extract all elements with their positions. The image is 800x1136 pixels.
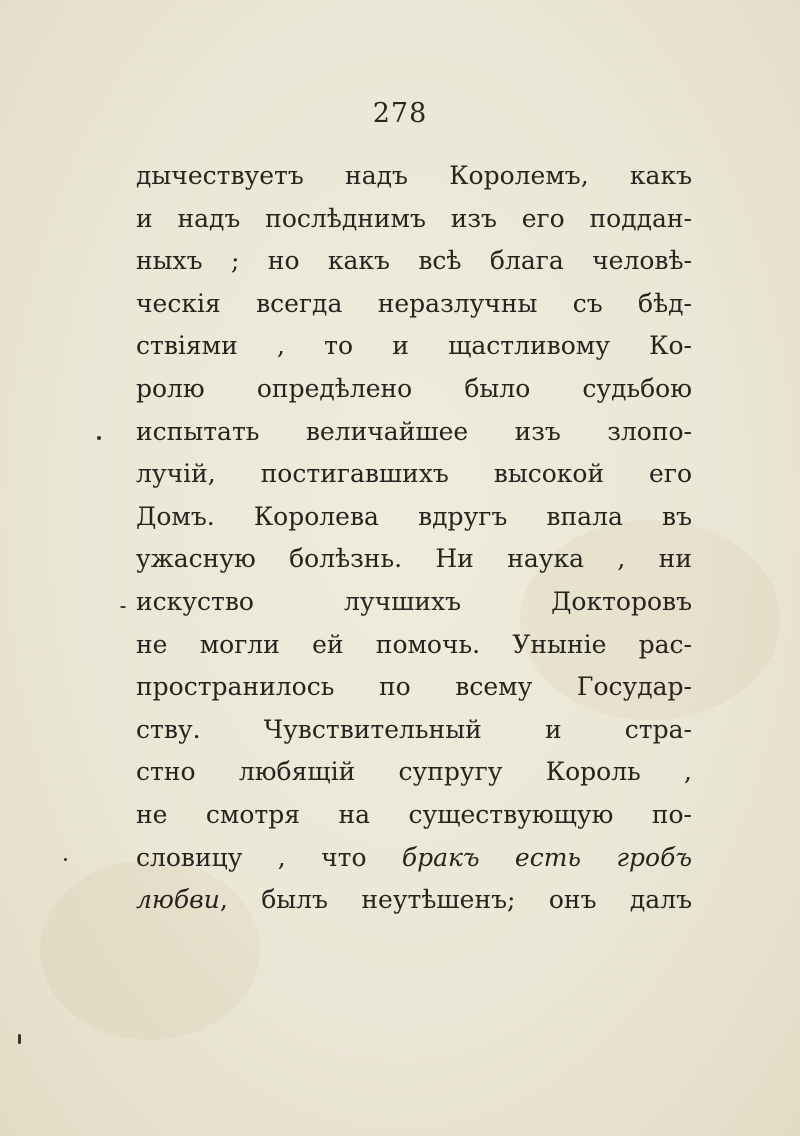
ink-speck	[18, 1034, 21, 1044]
text-line: пространилось по всему Государ-	[136, 672, 692, 702]
text-line: стно любящій супругу Король ,	[136, 757, 692, 787]
text-line: ству. Чувствительный и стра-	[136, 714, 692, 744]
text-line: испытать величайшее изъ злопо-	[136, 416, 692, 446]
text-line: не смотря на существующую по-	[136, 799, 692, 829]
text-line: искуство лучшихъ Докторовъ	[136, 586, 692, 616]
text-line: не могли ей помочь. Унынiе рас-	[136, 629, 692, 659]
text-line: ужасную болѣзнь. Ни наука , ни	[136, 544, 692, 574]
text-line: ныхъ ; но какъ всѣ блага человѣ-	[136, 246, 692, 276]
text-line: и надъ послѣднимъ изъ его поддан-	[136, 203, 692, 233]
ink-speck	[120, 606, 126, 608]
italic-word: любви	[136, 885, 220, 915]
italic-phrase: бракъ есть гробъ	[401, 842, 692, 872]
text-block	[136, 155, 692, 922]
text-line: словицу , что бракъ есть гробъ	[136, 842, 692, 872]
ink-speck	[64, 858, 67, 861]
text-line: лучій, постигавшихъ высокой его	[136, 459, 692, 489]
ink-speck	[97, 436, 101, 440]
text-line: дычествуетъ надъ Королемъ, какъ	[136, 161, 692, 190]
text-line: любви, былъ неутѣшенъ; онъ далъ	[136, 885, 692, 915]
page-number: 278	[372, 98, 428, 129]
text-line: Домъ. Королева вдругъ впала въ	[136, 501, 692, 531]
text-line: ческія всегда неразлучны съ бѣд-	[136, 288, 692, 318]
text-line: ствіями , то и щастливому Ко-	[136, 331, 692, 361]
text-line: ролю опредѣлено было судьбою	[136, 373, 692, 403]
